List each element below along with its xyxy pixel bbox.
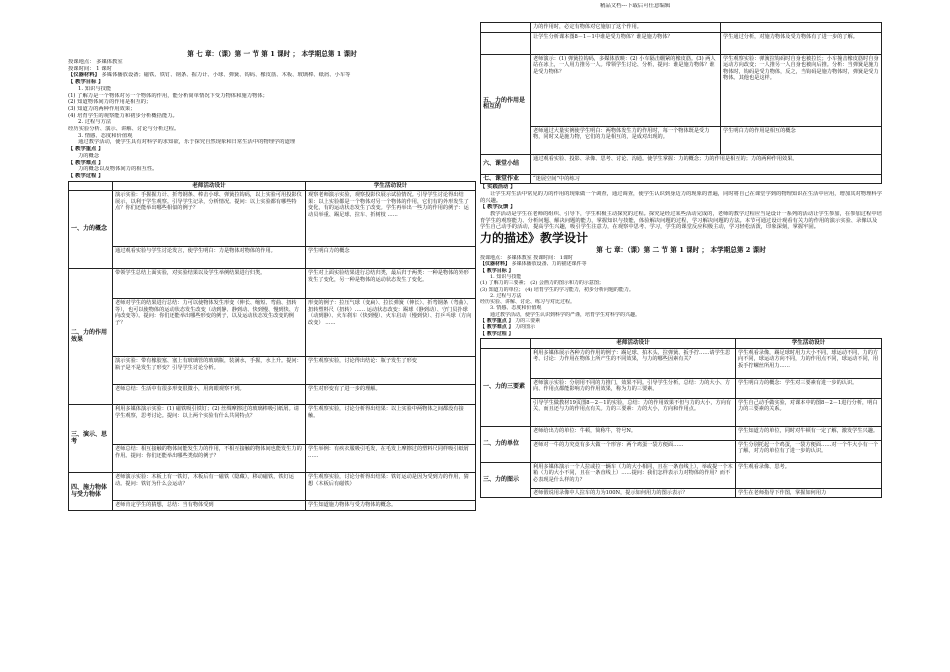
lesson1-key: 力的概念 — [78, 152, 100, 159]
section-label: 六、课堂小结 — [481, 154, 531, 174]
student-activity: 学生知道施力物体与受力物体的概念。 — [306, 501, 476, 511]
feedback-label: 【 教学反馈 】 — [480, 204, 516, 211]
student-activity: 学生对上面实验结果进行总结归类，最后归于两类：一种是物体的外形发生了变化，另一种是物体的运动状态发生了变化。 — [306, 269, 476, 299]
lesson1-goal: 3. 情感、态度和价值观 — [78, 132, 133, 139]
teacher-activity: 力的作用时，必定有物体对它施加了这个作用。 — [531, 23, 721, 33]
lesson1-process-label: 【 教学过程 】 — [68, 172, 104, 179]
teacher-activity: “迷展空间”中的练习 — [531, 174, 882, 184]
lesson2-goal: 1. 知识与技能 — [490, 274, 522, 280]
table-row — [69, 191, 476, 247]
teacher-activity: 演示实验：手握握力计、折弯钢条、棒击小球、弹簧拉钩码，以上实验可用投影仪展示，以利于学生观察。引导学生记录，分析情况。提问：以上实验都有哪些特点？你们还能举出哪些相似的例子？ — [113, 191, 306, 247]
teacher-activity: 老师肯定学生的猜想，总结：当有物体受到 — [113, 501, 306, 511]
table-row — [481, 32, 882, 54]
teacher-activity: 演示实验：带有橡胶塞、塞上有玻璃管的玻璃瓶，装满水，手握，水上升。提问：瓶子是不是发生了形变？引导学生讨论分析。 — [113, 357, 306, 385]
lesson2-process-table — [480, 338, 882, 498]
lesson2-goal: 3. 情感、态度和价值观 — [490, 305, 542, 312]
student-activity: 学生明白力的概念 — [306, 247, 476, 269]
lesson2-goals-label: 【 教学目标 】 — [480, 267, 514, 274]
section-label — [481, 32, 531, 54]
student-activity: 学生观看录像，踢足球时用力大小不同，球运动不同，力的方向不同，球运动方向不同，力的作用点不同，球运动不同，用扳手拧螺丝所用力…… — [736, 348, 882, 378]
table-row — [69, 299, 476, 357]
student-activity: 学生知道力的单位，同时对牛顿有一定了解，激发学生兴趣。 — [736, 426, 882, 440]
lesson2-goal: 经历实验、讲解、讨论、练习与对比过程。 — [480, 299, 576, 306]
lesson2-goal: (3) 知道力的单位； (4) 培育学生的学习能力，初步分析问题的能力。 — [480, 286, 634, 293]
table-row — [69, 385, 476, 405]
teacher-activity: 通过观看实验与学生讨论发言，使学生明白：力是物体对物体的作用。 — [113, 247, 306, 269]
table-row — [481, 378, 882, 398]
lesson1-difficulty: 力的概念以及物体间力的相互性。 — [78, 166, 158, 173]
lesson2-process-label: 【 教学过程 】 — [480, 330, 514, 337]
student-activity: 学生通过分析，对施力物体及受力物体有了进一步的了解。 — [721, 32, 882, 54]
table-row — [69, 357, 476, 385]
table-row — [481, 23, 882, 33]
corner-cell — [481, 338, 531, 348]
section-label — [481, 23, 531, 33]
student-header: 学生活动设计 — [306, 181, 476, 191]
teacher-activity: 老师演示：(1) 弹簧拉钩码，多媒体放映：(2) 小车隔击绷紧的橡皮筋。(3) 两人站在冰上，一人用力推另一人。带领学生讨论、分析，提问：谁是施力物体？谁是受力物体？ — [531, 54, 721, 126]
lesson1-goal: 通过教学活动，使学生具有对科学的求知欲，乐于探究自然现象和日常生活中的物理学的道理 — [78, 139, 296, 146]
student-activity: 学生分别托起一个鸡蛋，一袋方便面……对一个牛大小有一个了解，对力的单位有了进一步的认识。 — [736, 440, 882, 462]
teacher-activity: 老师对一牛的力究竟有多大做一个形容：两个鸡蛋一袋方便面…… — [531, 440, 736, 462]
section-label: 三、力的图示 — [481, 462, 531, 498]
table-row — [481, 174, 882, 184]
student-activity: 学生观察实验，讨论分析得出结果：以上实验中两物体之间都没有接触。 — [306, 405, 476, 445]
teacher-activity: 老师演示实验：分别用不同的力推门，效果不同。引导学生分析，总结：力的大小、方向、作用点都能影响力的作用效果，称为力的三要素。 — [531, 378, 736, 398]
lesson1-location: 授课地点： 多媒体教室 — [68, 59, 123, 65]
section-label: 一、力的三要素 — [481, 348, 531, 426]
section-label: 四、施力物体与受力物体 — [69, 473, 113, 511]
lesson2-key-label: 【 教学重点 】 — [480, 318, 514, 325]
header-note: 精品文档---下载后可任意编辑 — [600, 3, 671, 9]
section-label: 二、力的作用效果 — [69, 269, 113, 405]
teacher-activity: 老师总结：相互接触的物体间能发生力的作用，不相互接触的物体间也能发生力的作用。提问：你们还能举出哪些类似的例子？ — [113, 445, 306, 473]
student-activity: 学生明白力的作用是相互的概念 — [721, 126, 882, 154]
practice-text: 让学生对生活中常见的力的作用的现象做一个调查，通过调查，使学生认识到身边力的现象的普遍，同时将自己在课堂学到的物理知识在生活中应用，增加其对物理科学的兴趣。 — [480, 190, 882, 204]
table-row — [481, 54, 882, 126]
section-label: 一、力的概念 — [69, 191, 113, 269]
teacher-activity: 老师演示实验：木板上有一铁钉，木板后有一磁铁（隐藏），移动磁铁，铁钉运动。提问：铁钉为什么会运动？ — [113, 473, 306, 501]
student-activity: 学生明白力的概念：学生对三要素有进一步的认识。 — [736, 378, 882, 398]
lesson2-equipment: 多媒体播放设备、力的描述课件等 — [511, 261, 587, 268]
section-label: 二、力的单位 — [481, 426, 531, 462]
teacher-activity: 老师给出力的单位：牛顿，简称牛，符号N。 — [531, 426, 736, 440]
student-activity: 学生举例：有疾衣服吸引毛发，在毛发上摩擦过的塑料尺同样吸引纸屑 …… — [306, 445, 476, 473]
lesson2-goal: 2. 过程与方法 — [490, 292, 522, 299]
student-activity: 学生观察实验，讨论得出结论：瓶子发生了形变 — [306, 357, 476, 385]
student-activity: 学生在老师指导下作图，掌握如何用力 — [736, 488, 882, 498]
teacher-activity: 让学生分析课本图8－1－1中谁是受力物体？谁是施力物体？ — [531, 32, 721, 54]
table-row — [69, 405, 476, 445]
lesson1-goal: (2) 知道物体间力的作用是相互的； — [68, 99, 152, 106]
lesson1-goal: (1) 了解力是一个物体对另一个物体的作用，能分析简单情况下受力物体和施力物体； — [68, 92, 268, 99]
student-activity: 学生对形变有了进一步的理解。 — [306, 385, 476, 405]
lesson1-difficulty-label: 【 教学难点 】 — [68, 159, 104, 166]
practice-label: 【 实践活动 】 — [480, 184, 516, 191]
teacher-activity: 引导学生做教材19页图8－2－1的实验，总结：力的作用效果不但与力的大小，方向有关，而且还与力的作用点有关。力的三要素：力的大小，方向和作用点。 — [531, 398, 736, 426]
student-activity — [721, 23, 882, 33]
teacher-activity: 利用多媒体演示一个人拉或拉一辆车（力的大小相同，且在一条直线上），举或提一个木箱（力的大小不同，且在一条直线上）……提问：我们怎样表示力对物体的作用？而不必表现是什么样的力？ — [531, 462, 736, 488]
lesson2-heading: 力的描述》教学设计 — [480, 231, 589, 246]
teacher-header: 老师活动设计 — [113, 181, 306, 191]
student-activity: 学生观察实验，讨论分析得出结果：铁钉运动是因为受到力的作用，猜想（木板后有磁铁） — [306, 473, 476, 501]
student-activity: 学生观察实验：弹簧拉钩码时自身也被拉长；小车撞击橡皮筋时自身运动方向改变；一人推另一人自身也被向后推。分析：当弹簧是施力物体时，钩码是受力物体，反之，当钩码是施力物体时，弹簧是受力物体。其他也是这样。 — [721, 54, 882, 126]
lesson2-goal: (1) 了解力的三要素； (2) 会画力的图示和力的示意图； — [480, 280, 604, 287]
student-activity: 形变的例子：拉压气球（变扁）、拉长弹簧（伸长）、折弯钢条（弯曲）、扭转塑料尺（扭转）…… 运动状态改变：踢球（静到动）、守门员扑球（动到静）、火车刹车（快到慢）、火车启动（慢到快）、打乒乓球（方向改变） …… — [306, 299, 476, 357]
teacher-activity: 老师对学生的结果进行总结：力可以使物体发生形变（伸长、缩短、弯曲、扭转等），也可以使物体的运动状态发生改变（动到静、静到动、快到慢、慢到快、方向改变等）。提问：你们还能举出哪些形变的例子，以及运动状态发生改变的例子？ — [113, 299, 306, 357]
teacher-activity: 老师假说用录像中人拉车的力为100N，提示如何用力的图示表示？ — [531, 488, 736, 498]
lesson1-goal: 2. 过程与方法 — [78, 119, 112, 126]
teacher-activity: 通过观看实验、投影、录像、思考、讨论、沟通。使学生掌握：力的概念；力的作用是相互的；力的两种作用效果。 — [531, 154, 882, 174]
section-label: 五、力的作用是相互的 — [481, 54, 531, 154]
table-row — [69, 269, 476, 299]
table-row — [481, 398, 882, 426]
lesson1-key-label: 【 教学重点 】 — [68, 146, 104, 153]
student-activity: 观察老师演示实验，观察投影仪展示试验情况。引导学生讨论得出结果：以上实验都是一个物体对另一个物体的作用，它们有的外形发生了变化，有的运动状态发生了改变。学生再举出一些力的作用的例子：运动员举重、踢足球、拉车、折树枝 …… — [306, 191, 476, 247]
table-row — [69, 473, 476, 501]
lesson1-goal: (3) 知道力的两种作用效果； — [68, 105, 136, 112]
student-activity: 学生自己动手做实验，对课本中的图8－2－1进行分析，明白力的三要素的关系。 — [736, 398, 882, 426]
lesson2-title: 第 七 章：（课）第 二 节 第 1 课时 ； 本学期总第 2 课时 — [596, 246, 766, 255]
table-row — [481, 462, 882, 488]
section-label: 七、课堂作业 — [481, 174, 531, 184]
table-row — [69, 247, 476, 269]
table-row — [481, 154, 882, 174]
student-header: 学生活动设计 — [736, 338, 882, 348]
lesson1-process-table — [68, 181, 476, 512]
table-row — [69, 445, 476, 473]
lesson2-goal: 通过教学活动，使学生认识到科学的严谨，培育学生对科学的兴趣。 — [490, 311, 641, 318]
table-row — [481, 488, 882, 498]
feedback-text: 教学活动是学生在老师的组织、引导下，学生积极主动探究的过程。探究是经过某些活动完成的，老师的教学过程应当是设计一系列的活动让学生参加，在参加过程中培育学生的观察能力、分析问题、解决问题的能力，掌握知识与技能，体验解决问题的过程，学习解决问题的方法。本节可通过设计观看有关力的作用的演示实验、录像以及学生自己动手的活动，提高学生兴趣，吸引学生注意力，在观察中思考、学习，学生的课堂反应积极主动，学习轻松活泼，印象深刻，掌握牢固。 — [480, 211, 882, 231]
teacher-activity: 带领学生总结上面实验，对实验结果以及学生举例结果进行归类。 — [113, 269, 306, 299]
lesson1-time: 授课时间： 1 课时 — [68, 65, 112, 72]
teacher-activity: 利用多媒体展示各种力的作用的例子：踢足球、拍木头、拉弹簧、扳手拧……请学生思考、讨论：力作用在物体上所产生的不同效果，与力的哪些因素有关？ — [531, 348, 736, 378]
left-column — [68, 0, 476, 511]
lesson2-key: 力的三要素 — [515, 318, 541, 325]
lesson2-difficulty-label: 【 教学难点 】 — [480, 324, 514, 331]
teacher-activity: 老师总结：生活中有很多形变很微小，用肉眼观察不到。 — [113, 385, 306, 405]
lesson2-equipment-label: 【仪器材料】 — [480, 261, 511, 268]
lesson2-difficulty: 力的图示 — [515, 324, 536, 331]
table-row — [481, 348, 882, 378]
lesson1-goal: 经历实验分析、演示、讲解、讨论与分析过程。 — [68, 126, 180, 133]
lesson2-info: 授课地点： 多媒体教室 授课时间： 1课时 — [480, 255, 573, 262]
lesson1-goal: (4) 培育学生的观察能力和初步分析概括能力。 — [68, 112, 178, 119]
teacher-activity: 利用多媒体演示实验：(1) 磁铁吸引铁钉；(2) 丝绸摩擦过的玻璃棒吸引纸屑。请学生观察，思考讨论。提问：以上两个实验有什么共同特点？ — [113, 405, 306, 445]
lesson1-goal: 1. 知识与技能 — [78, 85, 112, 92]
table-row — [481, 426, 882, 440]
lesson1-goals-label: 【 教学目标 】 — [68, 79, 104, 86]
teacher-activity: 老师通过大量实例使学生明白：两物体发生力的作用时，每一个物体既是受力物，同时又是施力物，它们的力是相互的，是成对出现的。 — [531, 126, 721, 154]
lesson1-equipment-label: 【仪器材料】 — [68, 72, 100, 79]
corner-cell — [69, 181, 113, 191]
teacher-header: 老师活动设计 — [531, 338, 736, 348]
table-row — [481, 126, 882, 154]
table-row — [69, 501, 476, 511]
lesson1-title: 第 七 章：（课）第 一 节 第 1 课时 ； 本学期总第 1 课时 — [187, 50, 357, 58]
table-row — [481, 440, 882, 462]
lesson1-equipment: 多媒体播放设备；磁铁、铁钉、钢条、握力计、小球、弹簧、钩码、橡皮筋、木板、玻璃棒、纸屑、小车等 — [101, 72, 351, 79]
section-label: 三、演示、思考 — [69, 405, 113, 473]
right-column — [480, 0, 882, 498]
lesson1-continued-table — [480, 22, 882, 184]
student-activity: 学生观看录像、思考。 — [736, 462, 882, 488]
